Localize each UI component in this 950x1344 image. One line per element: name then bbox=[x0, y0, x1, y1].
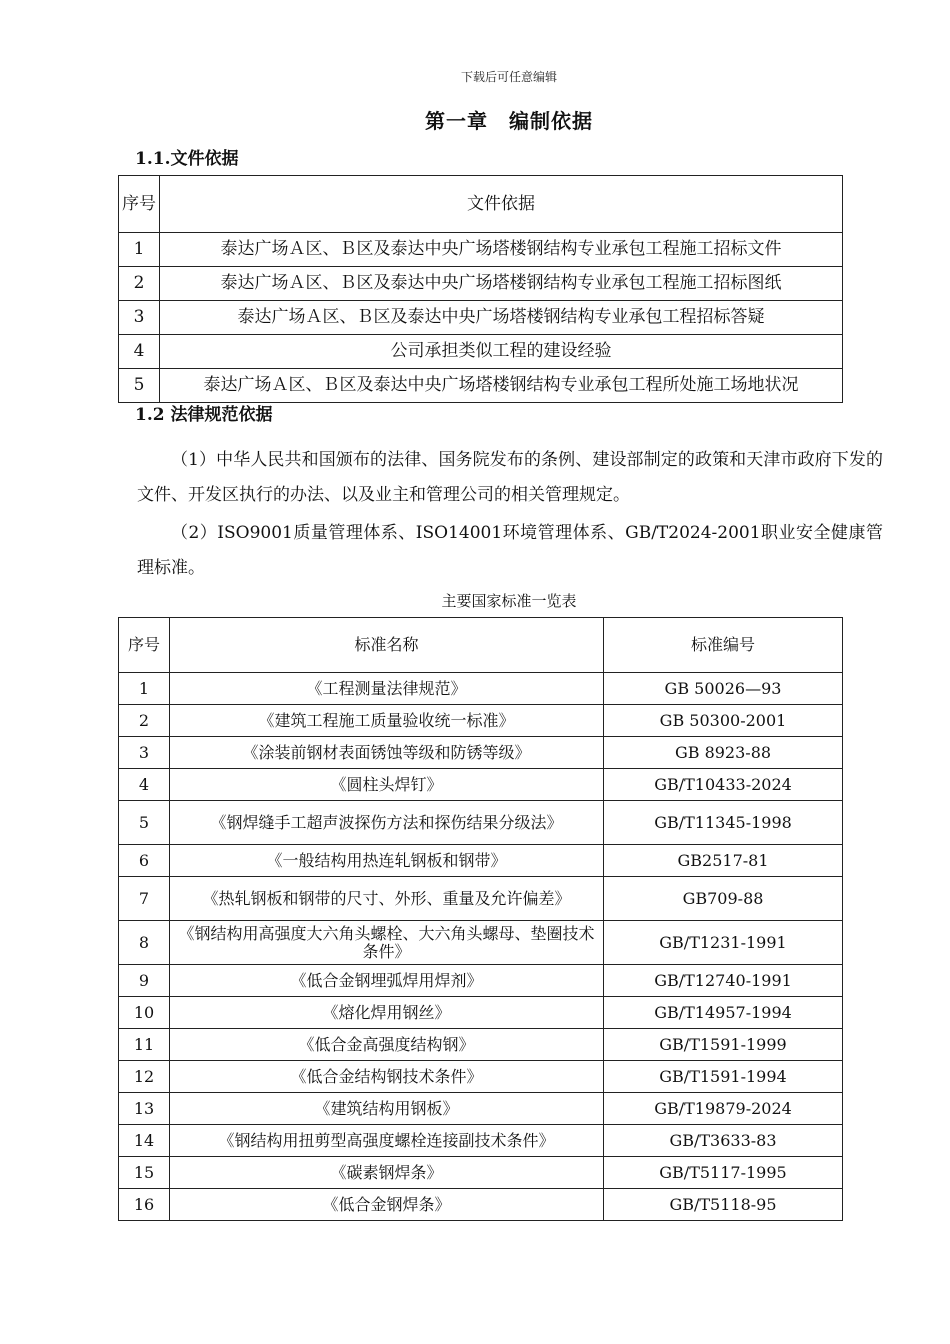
standard-code: GB 50026—93 bbox=[604, 673, 843, 705]
standard-code: GB/T19879-2024 bbox=[604, 1093, 843, 1125]
header-document-basis: 文件依据 bbox=[160, 176, 843, 233]
row-number: 6 bbox=[119, 845, 170, 877]
standard-name: 《低合金结构钢技术条件》 bbox=[170, 1061, 604, 1093]
table-header-row bbox=[119, 618, 843, 673]
row-number: 3 bbox=[119, 301, 160, 335]
table-row bbox=[119, 965, 843, 997]
standard-name: 《低合金钢焊条》 bbox=[170, 1189, 604, 1221]
national-standards-table bbox=[118, 617, 843, 1221]
standard-name: 《工程测量法律规范》 bbox=[170, 673, 604, 705]
row-number: 8 bbox=[119, 921, 170, 965]
standard-code: GB709-88 bbox=[604, 877, 843, 921]
table-row bbox=[119, 1093, 843, 1125]
document-basis-table bbox=[118, 175, 843, 403]
section-heading-documents: 1.1.文件依据 bbox=[135, 149, 239, 169]
row-number: 4 bbox=[119, 769, 170, 801]
table-row bbox=[119, 1125, 843, 1157]
table-row bbox=[119, 769, 843, 801]
row-number: 2 bbox=[119, 705, 170, 737]
row-number: 7 bbox=[119, 877, 170, 921]
row-number: 13 bbox=[119, 1093, 170, 1125]
standard-name: 《圆柱头焊钉》 bbox=[170, 769, 604, 801]
paragraph-laws: （1）中华人民共和国颁布的法律、国务院发布的条例、建设部制定的政策和天津市政府下发的文件、开发区执行的办法、以及业主和管理公司的相关管理规定。 bbox=[137, 450, 883, 505]
header-serial-number: 序号 bbox=[119, 176, 160, 233]
page-header-note: 下载后可任意编辑 bbox=[460, 70, 557, 84]
standard-name: 《钢结构用扭剪型高强度螺栓连接副技术条件》 bbox=[170, 1125, 604, 1157]
standard-name: 《涂装前钢材表面锈蚀等级和防锈等级》 bbox=[170, 737, 604, 769]
row-number: 3 bbox=[119, 737, 170, 769]
row-document: 公司承担类似工程的建设经验 bbox=[160, 335, 843, 369]
table-row bbox=[119, 877, 843, 921]
table-row bbox=[119, 233, 843, 267]
standard-code: GB/T3633-83 bbox=[604, 1125, 843, 1157]
row-number: 4 bbox=[119, 335, 160, 369]
header-serial-number: 序号 bbox=[119, 618, 170, 673]
standard-name: 《低合金高强度结构钢》 bbox=[170, 1029, 604, 1061]
standard-code: GB2517-81 bbox=[604, 845, 843, 877]
row-number: 15 bbox=[119, 1157, 170, 1189]
row-number: 11 bbox=[119, 1029, 170, 1061]
standard-code: GB/T5118-95 bbox=[604, 1189, 843, 1221]
table-row bbox=[119, 369, 843, 403]
row-number: 12 bbox=[119, 1061, 170, 1093]
row-number: 5 bbox=[119, 801, 170, 845]
table-row bbox=[119, 1189, 843, 1221]
standard-code: GB/T14957-1994 bbox=[604, 997, 843, 1029]
chapter-title: 第一章 编制依据 bbox=[425, 109, 593, 133]
table-caption: 主要国家标准一览表 bbox=[441, 592, 577, 610]
table-row bbox=[119, 845, 843, 877]
table-row bbox=[119, 1029, 843, 1061]
table-row bbox=[119, 673, 843, 705]
standard-code: GB 50300-2001 bbox=[604, 705, 843, 737]
standard-code: GB/T11345-1998 bbox=[604, 801, 843, 845]
table-row bbox=[119, 267, 843, 301]
row-number: 1 bbox=[119, 673, 170, 705]
table-row bbox=[119, 1061, 843, 1093]
row-document: 泰达广场Ａ区、Ｂ区及泰达中央广场塔楼钢结构专业承包工程施工招标文件 bbox=[160, 233, 843, 267]
row-number: 9 bbox=[119, 965, 170, 997]
table-header-row bbox=[119, 176, 843, 233]
row-number: 10 bbox=[119, 997, 170, 1029]
table-row bbox=[119, 705, 843, 737]
standard-code: GB 8923-88 bbox=[604, 737, 843, 769]
table-row bbox=[119, 801, 843, 845]
standard-name: 《熔化焊用钢丝》 bbox=[170, 997, 604, 1029]
table-row bbox=[119, 1157, 843, 1189]
row-document: 泰达广场Ａ区、Ｂ区及泰达中央广场塔楼钢结构专业承包工程所处施工场地状况 bbox=[160, 369, 843, 403]
row-number: 14 bbox=[119, 1125, 170, 1157]
standard-name: 《低合金钢埋弧焊用焊剂》 bbox=[170, 965, 604, 997]
standard-name: 《钢结构用高强度大六角头螺栓、大六角头螺母、垫圈技术条件》 bbox=[170, 921, 604, 965]
row-number: 2 bbox=[119, 267, 160, 301]
standard-name: 《热轧钢板和钢带的尺寸、外形、重量及允许偏差》 bbox=[170, 877, 604, 921]
standard-name: 《碳素钢焊条》 bbox=[170, 1157, 604, 1189]
table-row bbox=[119, 301, 843, 335]
standard-code: GB/T1591-1994 bbox=[604, 1061, 843, 1093]
row-number: 16 bbox=[119, 1189, 170, 1221]
header-standard-code: 标准编号 bbox=[604, 618, 843, 673]
table-row bbox=[119, 921, 843, 965]
standard-name: 《建筑结构用钢板》 bbox=[170, 1093, 604, 1125]
standard-code: GB/T1231-1991 bbox=[604, 921, 843, 965]
row-number: 1 bbox=[119, 233, 160, 267]
table-row bbox=[119, 335, 843, 369]
row-number: 5 bbox=[119, 369, 160, 403]
standard-code: GB/T1591-1999 bbox=[604, 1029, 843, 1061]
row-document: 泰达广场Ａ区、Ｂ区及泰达中央广场塔楼钢结构专业承包工程招标答疑 bbox=[160, 301, 843, 335]
table-row bbox=[119, 737, 843, 769]
standard-name: 《一般结构用热连轧钢板和钢带》 bbox=[170, 845, 604, 877]
paragraph-management-systems: （2）ISO9001质量管理体系、ISO14001环境管理体系、GB/T2024-2001职业安全健康管理标准。 bbox=[137, 523, 883, 578]
table-row bbox=[119, 997, 843, 1029]
standard-code: GB/T5117-1995 bbox=[604, 1157, 843, 1189]
header-standard-name: 标准名称 bbox=[170, 618, 604, 673]
standard-name: 《钢焊缝手工超声波探伤方法和探伤结果分级法》 bbox=[170, 801, 604, 845]
row-document: 泰达广场Ａ区、Ｂ区及泰达中央广场塔楼钢结构专业承包工程施工招标图纸 bbox=[160, 267, 843, 301]
standard-code: GB/T12740-1991 bbox=[604, 965, 843, 997]
standard-code: GB/T10433-2024 bbox=[604, 769, 843, 801]
section-heading-legal: 1.2 法律规范依据 bbox=[135, 405, 273, 425]
standard-name: 《建筑工程施工质量验收统一标准》 bbox=[170, 705, 604, 737]
